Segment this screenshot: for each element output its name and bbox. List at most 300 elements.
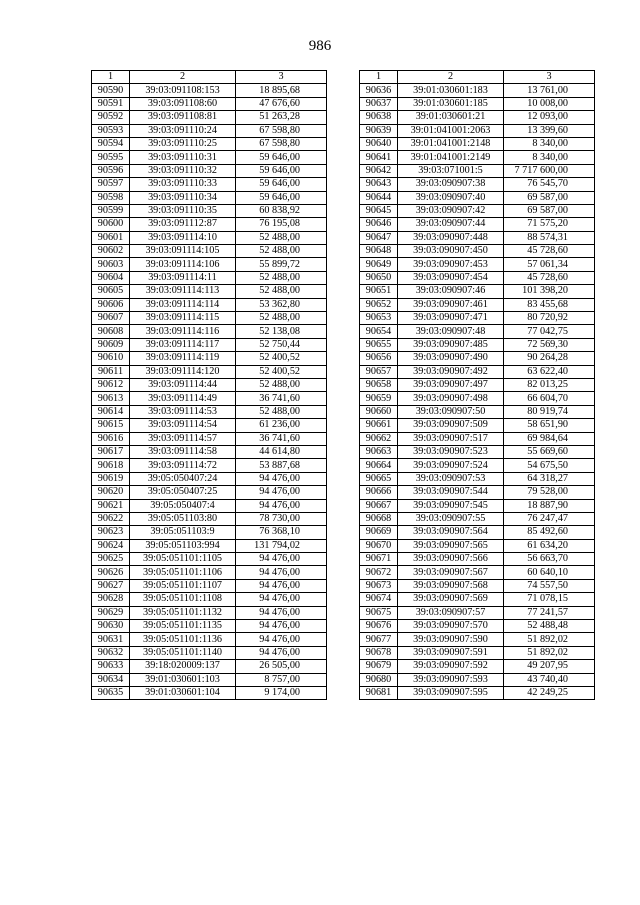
- table-header-row: [92, 71, 327, 84]
- row-number-cell: 90608: [92, 325, 130, 338]
- value-cell: 53 362,80: [236, 298, 327, 311]
- value-cell: 10 008,00: [504, 97, 595, 110]
- row-number-cell: 90610: [92, 352, 130, 365]
- cadastral-number-cell: 39:03:090907:545: [398, 499, 504, 512]
- table-row: [360, 472, 595, 485]
- row-number-cell: 90674: [360, 593, 398, 606]
- cadastral-number-cell: 39:05:051101:1106: [130, 566, 236, 579]
- row-number-cell: 90642: [360, 164, 398, 177]
- value-cell: 80 720,92: [504, 312, 595, 325]
- row-number-cell: 90664: [360, 459, 398, 472]
- cadastral-number-cell: 39:03:091114:117: [130, 338, 236, 351]
- cadastral-number-cell: 39:03:091114:10: [130, 231, 236, 244]
- table-row: [92, 258, 327, 271]
- table-row: [92, 271, 327, 284]
- row-number-cell: 90655: [360, 338, 398, 351]
- table-row: [360, 271, 595, 284]
- table-header-row: [360, 71, 595, 84]
- value-cell: 69 984,64: [504, 432, 595, 445]
- value-cell: 52 488,00: [236, 312, 327, 325]
- row-number-cell: 90640: [360, 137, 398, 150]
- value-cell: 18 895,68: [236, 84, 327, 97]
- table-row: [360, 164, 595, 177]
- table-row: [360, 459, 595, 472]
- value-cell: 13 761,00: [504, 84, 595, 97]
- cadastral-number-cell: 39:03:090907:566: [398, 553, 504, 566]
- cadastral-number-cell: 39:03:090907:55: [398, 512, 504, 525]
- value-cell: 78 730,00: [236, 512, 327, 525]
- table-row: [360, 245, 595, 258]
- value-cell: 101 398,20: [504, 285, 595, 298]
- value-cell: 58 651,90: [504, 419, 595, 432]
- cadastral-number-cell: 39:01:030601:185: [398, 97, 504, 110]
- column-header-number: 1: [360, 71, 398, 84]
- row-number-cell: 90606: [92, 298, 130, 311]
- cadastral-number-cell: 39:05:051101:1107: [130, 579, 236, 592]
- table-row: [92, 204, 327, 217]
- value-cell: 36 741,60: [236, 432, 327, 445]
- value-cell: 26 505,00: [236, 660, 327, 673]
- row-number-cell: 90662: [360, 432, 398, 445]
- row-number-cell: 90594: [92, 137, 130, 150]
- row-number-cell: 90592: [92, 111, 130, 124]
- value-cell: 54 675,50: [504, 459, 595, 472]
- cadastral-number-cell: 39:01:030601:104: [130, 686, 236, 699]
- table-row: [92, 84, 327, 97]
- cadastral-number-cell: 39:03:091114:120: [130, 365, 236, 378]
- row-number-cell: 90645: [360, 204, 398, 217]
- table-row: [360, 231, 595, 244]
- table-row: [360, 673, 595, 686]
- cadastral-number-cell: 39:03:091110:25: [130, 137, 236, 150]
- table-row: [360, 445, 595, 458]
- cadastral-number-cell: 39:03:090907:471: [398, 312, 504, 325]
- value-cell: 76 247,47: [504, 512, 595, 525]
- value-cell: 63 622,40: [504, 365, 595, 378]
- row-number-cell: 90647: [360, 231, 398, 244]
- row-number-cell: 90673: [360, 579, 398, 592]
- row-number-cell: 90656: [360, 352, 398, 365]
- cadastral-number-cell: 39:03:090907:498: [398, 392, 504, 405]
- value-cell: 55 899,72: [236, 258, 327, 271]
- table-row: [360, 606, 595, 619]
- row-number-cell: 90667: [360, 499, 398, 512]
- table-row: [92, 445, 327, 458]
- value-cell: 42 249,25: [504, 686, 595, 699]
- cadastral-number-cell: 39:03:091114:49: [130, 392, 236, 405]
- cadastral-number-cell: 39:03:090907:565: [398, 539, 504, 552]
- table-row: [360, 486, 595, 499]
- row-number-cell: 90612: [92, 378, 130, 391]
- value-cell: 8 757,00: [236, 673, 327, 686]
- cadastral-number-cell: 39:03:091114:44: [130, 378, 236, 391]
- table-row: [360, 352, 595, 365]
- cadastral-number-cell: 39:03:090907:517: [398, 432, 504, 445]
- cadastral-number-cell: 39:05:051101:1132: [130, 606, 236, 619]
- row-number-cell: 90654: [360, 325, 398, 338]
- column-header-value: 3: [504, 71, 595, 84]
- value-cell: 18 887,90: [504, 499, 595, 512]
- value-cell: 80 919,74: [504, 405, 595, 418]
- table-row: [92, 245, 327, 258]
- row-number-cell: 90636: [360, 84, 398, 97]
- row-number-cell: 90631: [92, 633, 130, 646]
- cadastral-number-cell: 39:03:091110:31: [130, 151, 236, 164]
- row-number-cell: 90609: [92, 338, 130, 351]
- row-number-cell: 90630: [92, 620, 130, 633]
- row-number-cell: 90649: [360, 258, 398, 271]
- row-number-cell: 90601: [92, 231, 130, 244]
- value-cell: 43 740,40: [504, 673, 595, 686]
- cadastral-number-cell: 39:03:090907:593: [398, 673, 504, 686]
- cadastral-number-cell: 39:03:090907:570: [398, 620, 504, 633]
- table-row: [92, 378, 327, 391]
- table-row: [360, 178, 595, 191]
- table-row: [360, 298, 595, 311]
- table-row: [92, 660, 327, 673]
- row-number-cell: 90650: [360, 271, 398, 284]
- value-cell: 47 676,60: [236, 97, 327, 110]
- table-row: [92, 512, 327, 525]
- table-row: [360, 539, 595, 552]
- value-cell: 94 476,00: [236, 606, 327, 619]
- row-number-cell: 90670: [360, 539, 398, 552]
- cadastral-number-cell: 39:03:091114:115: [130, 312, 236, 325]
- table-row: [360, 338, 595, 351]
- table-row: [360, 124, 595, 137]
- row-number-cell: 90675: [360, 606, 398, 619]
- value-cell: 74 557,50: [504, 579, 595, 592]
- table-row: [92, 419, 327, 432]
- row-number-cell: 90619: [92, 472, 130, 485]
- value-cell: 56 663,70: [504, 553, 595, 566]
- row-number-cell: 90611: [92, 365, 130, 378]
- row-number-cell: 90605: [92, 285, 130, 298]
- value-cell: 55 669,60: [504, 445, 595, 458]
- value-cell: 52 488,00: [236, 231, 327, 244]
- cadastral-number-cell: 39:05:051101:1108: [130, 593, 236, 606]
- value-cell: 49 207,95: [504, 660, 595, 673]
- value-cell: 69 587,00: [504, 191, 595, 204]
- row-number-cell: 90643: [360, 178, 398, 191]
- value-cell: 71 078,15: [504, 593, 595, 606]
- row-number-cell: 90616: [92, 432, 130, 445]
- value-cell: 66 604,70: [504, 392, 595, 405]
- value-cell: 60 640,10: [504, 566, 595, 579]
- table-row: [360, 258, 595, 271]
- value-cell: 57 061,34: [504, 258, 595, 271]
- value-cell: 77 241,57: [504, 606, 595, 619]
- cadastral-number-cell: 39:03:090907:38: [398, 178, 504, 191]
- value-cell: 94 476,00: [236, 579, 327, 592]
- table-row: [92, 97, 327, 110]
- table-row: [360, 593, 595, 606]
- row-number-cell: 90624: [92, 539, 130, 552]
- column-header-number: 1: [92, 71, 130, 84]
- cadastral-number-cell: 39:03:090907:544: [398, 486, 504, 499]
- value-cell: 69 587,00: [504, 204, 595, 217]
- row-number-cell: 90604: [92, 271, 130, 284]
- value-cell: 45 728,60: [504, 245, 595, 258]
- value-cell: 88 574,31: [504, 231, 595, 244]
- cadastral-number-cell: 39:03:090907:595: [398, 686, 504, 699]
- row-number-cell: 90672: [360, 566, 398, 579]
- table-row: [360, 111, 595, 124]
- table-row: [360, 97, 595, 110]
- row-number-cell: 90669: [360, 526, 398, 539]
- table-row: [92, 285, 327, 298]
- cadastral-number-cell: 39:03:090907:40: [398, 191, 504, 204]
- row-number-cell: 90666: [360, 486, 398, 499]
- value-cell: 94 476,00: [236, 593, 327, 606]
- value-cell: 13 399,60: [504, 124, 595, 137]
- cadastral-number-cell: 39:03:091114:105: [130, 245, 236, 258]
- cadastral-number-cell: 39:01:041001:2149: [398, 151, 504, 164]
- value-cell: 64 318,27: [504, 472, 595, 485]
- cadastral-number-cell: 39:03:090907:461: [398, 298, 504, 311]
- table-row: [92, 432, 327, 445]
- value-cell: 9 174,00: [236, 686, 327, 699]
- table-row: [92, 673, 327, 686]
- row-number-cell: 90634: [92, 673, 130, 686]
- row-number-cell: 90627: [92, 579, 130, 592]
- table-row: [360, 579, 595, 592]
- value-cell: 59 646,00: [236, 178, 327, 191]
- cadastral-number-cell: 39:03:091108:153: [130, 84, 236, 97]
- row-number-cell: 90617: [92, 445, 130, 458]
- table-row: [360, 378, 595, 391]
- cadastral-number-cell: 39:01:030601:183: [398, 84, 504, 97]
- cadastral-number-cell: 39:03:090907:42: [398, 204, 504, 217]
- value-cell: 53 887,68: [236, 459, 327, 472]
- row-number-cell: 90668: [360, 512, 398, 525]
- cadastral-number-cell: 39:03:090907:509: [398, 419, 504, 432]
- cadastral-number-cell: 39:01:030601:21: [398, 111, 504, 124]
- value-cell: 52 750,44: [236, 338, 327, 351]
- table-row: [92, 392, 327, 405]
- value-cell: 131 794,02: [236, 539, 327, 552]
- row-number-cell: 90629: [92, 606, 130, 619]
- row-number-cell: 90621: [92, 499, 130, 512]
- cadastral-number-cell: 39:03:090907:492: [398, 365, 504, 378]
- value-cell: 44 614,80: [236, 445, 327, 458]
- cadastral-number-cell: 39:03:090907:57: [398, 606, 504, 619]
- table-row: [92, 164, 327, 177]
- column-header-cadastral: 2: [130, 71, 236, 84]
- table-row: [92, 646, 327, 659]
- table-row: [92, 231, 327, 244]
- row-number-cell: 90603: [92, 258, 130, 271]
- cadastral-number-cell: 39:03:090907:50: [398, 405, 504, 418]
- value-cell: 59 646,00: [236, 151, 327, 164]
- value-cell: 94 476,00: [236, 472, 327, 485]
- row-number-cell: 90638: [360, 111, 398, 124]
- value-cell: 61 236,00: [236, 419, 327, 432]
- cadastral-number-cell: 39:03:091110:32: [130, 164, 236, 177]
- table-row: [92, 124, 327, 137]
- row-number-cell: 90639: [360, 124, 398, 137]
- table-row: [360, 204, 595, 217]
- value-cell: 60 838,92: [236, 204, 327, 217]
- cadastral-number-cell: 39:03:090907:497: [398, 378, 504, 391]
- value-cell: 59 646,00: [236, 191, 327, 204]
- table-body-left: [92, 84, 327, 700]
- table-row: [92, 593, 327, 606]
- row-number-cell: 90626: [92, 566, 130, 579]
- table-row: [360, 566, 595, 579]
- table-row: [92, 486, 327, 499]
- row-number-cell: 90648: [360, 245, 398, 258]
- row-number-cell: 90665: [360, 472, 398, 485]
- value-cell: 67 598,80: [236, 137, 327, 150]
- cadastral-number-cell: 39:03:090907:44: [398, 218, 504, 231]
- row-number-cell: 90678: [360, 646, 398, 659]
- value-cell: 51 892,02: [504, 646, 595, 659]
- cadastral-number-cell: 39:05:050407:4: [130, 499, 236, 512]
- table-row: [360, 405, 595, 418]
- cadastral-number-cell: 39:05:051101:1136: [130, 633, 236, 646]
- value-cell: 82 013,25: [504, 378, 595, 391]
- table-row: [360, 512, 595, 525]
- value-cell: 8 340,00: [504, 137, 595, 150]
- row-number-cell: 90676: [360, 620, 398, 633]
- value-cell: 52 488,48: [504, 620, 595, 633]
- table-row: [92, 365, 327, 378]
- row-number-cell: 90661: [360, 419, 398, 432]
- value-cell: 52 488,00: [236, 271, 327, 284]
- row-number-cell: 90646: [360, 218, 398, 231]
- table-row: [360, 137, 595, 150]
- row-number-cell: 90681: [360, 686, 398, 699]
- table-row: [360, 686, 595, 699]
- cadastral-number-cell: 39:03:091112:87: [130, 218, 236, 231]
- cadastral-number-cell: 39:03:091114:53: [130, 405, 236, 418]
- cadastral-number-cell: 39:03:090907:485: [398, 338, 504, 351]
- value-cell: 79 528,00: [504, 486, 595, 499]
- table-row: [360, 151, 595, 164]
- table-row: [360, 392, 595, 405]
- table-row: [92, 191, 327, 204]
- value-cell: 67 598,80: [236, 124, 327, 137]
- value-cell: 94 476,00: [236, 633, 327, 646]
- row-number-cell: 90652: [360, 298, 398, 311]
- cadastral-number-cell: 39:05:050407:24: [130, 472, 236, 485]
- cadastral-number-cell: 39:03:091114:72: [130, 459, 236, 472]
- table-row: [360, 620, 595, 633]
- value-cell: 52 400,52: [236, 365, 327, 378]
- table-row: [92, 526, 327, 539]
- row-number-cell: 90622: [92, 512, 130, 525]
- value-cell: 94 476,00: [236, 553, 327, 566]
- cadastral-number-cell: 39:03:090907:568: [398, 579, 504, 592]
- row-number-cell: 90663: [360, 445, 398, 458]
- table-row: [360, 553, 595, 566]
- row-number-cell: 90679: [360, 660, 398, 673]
- table-row: [92, 553, 327, 566]
- value-cell: 52 488,00: [236, 285, 327, 298]
- row-number-cell: 90632: [92, 646, 130, 659]
- row-number-cell: 90590: [92, 84, 130, 97]
- row-number-cell: 90623: [92, 526, 130, 539]
- cadastral-number-cell: 39:03:091114:116: [130, 325, 236, 338]
- value-cell: 76 195,08: [236, 218, 327, 231]
- value-cell: 71 575,20: [504, 218, 595, 231]
- table-row: [92, 633, 327, 646]
- cadastral-number-cell: 39:05:051103:994: [130, 539, 236, 552]
- table-row: [360, 365, 595, 378]
- row-number-cell: 90641: [360, 151, 398, 164]
- table-row: [92, 178, 327, 191]
- cadastral-number-cell: 39:03:091114:11: [130, 271, 236, 284]
- cadastral-number-cell: 39:03:091110:34: [130, 191, 236, 204]
- value-cell: 72 569,30: [504, 338, 595, 351]
- table-row: [92, 151, 327, 164]
- table-row: [92, 325, 327, 338]
- cadastral-number-cell: 39:03:091114:113: [130, 285, 236, 298]
- cadastral-number-cell: 39:03:090907:46: [398, 285, 504, 298]
- table-row: [360, 660, 595, 673]
- cadastral-number-cell: 39:03:090907:448: [398, 231, 504, 244]
- value-cell: 52 488,00: [236, 405, 327, 418]
- table-row: [92, 579, 327, 592]
- row-number-cell: 90671: [360, 553, 398, 566]
- value-cell: 45 728,60: [504, 271, 595, 284]
- cadastral-number-cell: 39:18:020009:137: [130, 660, 236, 673]
- row-number-cell: 90644: [360, 191, 398, 204]
- table-row: [92, 137, 327, 150]
- cadastral-number-cell: 39:03:090907:592: [398, 660, 504, 673]
- row-number-cell: 90599: [92, 204, 130, 217]
- value-cell: 52 488,00: [236, 245, 327, 258]
- cadastral-number-cell: 39:03:091110:35: [130, 204, 236, 217]
- cadastral-number-cell: 39:03:091108:81: [130, 111, 236, 124]
- table-row: [92, 218, 327, 231]
- cadastral-number-cell: 39:03:090907:567: [398, 566, 504, 579]
- table-row: [92, 620, 327, 633]
- value-cell: 61 634,20: [504, 539, 595, 552]
- cadastral-number-cell: 39:05:051101:1140: [130, 646, 236, 659]
- value-cell: 51 263,28: [236, 111, 327, 124]
- row-number-cell: 90614: [92, 405, 130, 418]
- table-row: [92, 459, 327, 472]
- cadastral-number-cell: 39:03:091114:57: [130, 432, 236, 445]
- value-cell: 52 400,52: [236, 352, 327, 365]
- table-row: [360, 432, 595, 445]
- cadastral-number-cell: 39:03:090907:564: [398, 526, 504, 539]
- cadastral-number-cell: 39:03:091110:24: [130, 124, 236, 137]
- table-row: [92, 499, 327, 512]
- cadastral-number-cell: 39:03:091114:106: [130, 258, 236, 271]
- column-header-cadastral: 2: [398, 71, 504, 84]
- value-cell: 94 476,00: [236, 646, 327, 659]
- table-row: [92, 539, 327, 552]
- cadastral-number-cell: 39:03:090907:524: [398, 459, 504, 472]
- table-row: [360, 633, 595, 646]
- row-number-cell: 90618: [92, 459, 130, 472]
- row-number-cell: 90597: [92, 178, 130, 191]
- row-number-cell: 90615: [92, 419, 130, 432]
- value-cell: 51 892,02: [504, 633, 595, 646]
- cadastral-number-cell: 39:03:091114:114: [130, 298, 236, 311]
- table-row: [92, 566, 327, 579]
- value-cell: 94 476,00: [236, 499, 327, 512]
- row-number-cell: 90651: [360, 285, 398, 298]
- cadastral-number-cell: 39:03:091108:60: [130, 97, 236, 110]
- row-number-cell: 90660: [360, 405, 398, 418]
- table-row: [92, 686, 327, 699]
- table-row: [360, 191, 595, 204]
- cadastral-number-cell: 39:03:090907:569: [398, 593, 504, 606]
